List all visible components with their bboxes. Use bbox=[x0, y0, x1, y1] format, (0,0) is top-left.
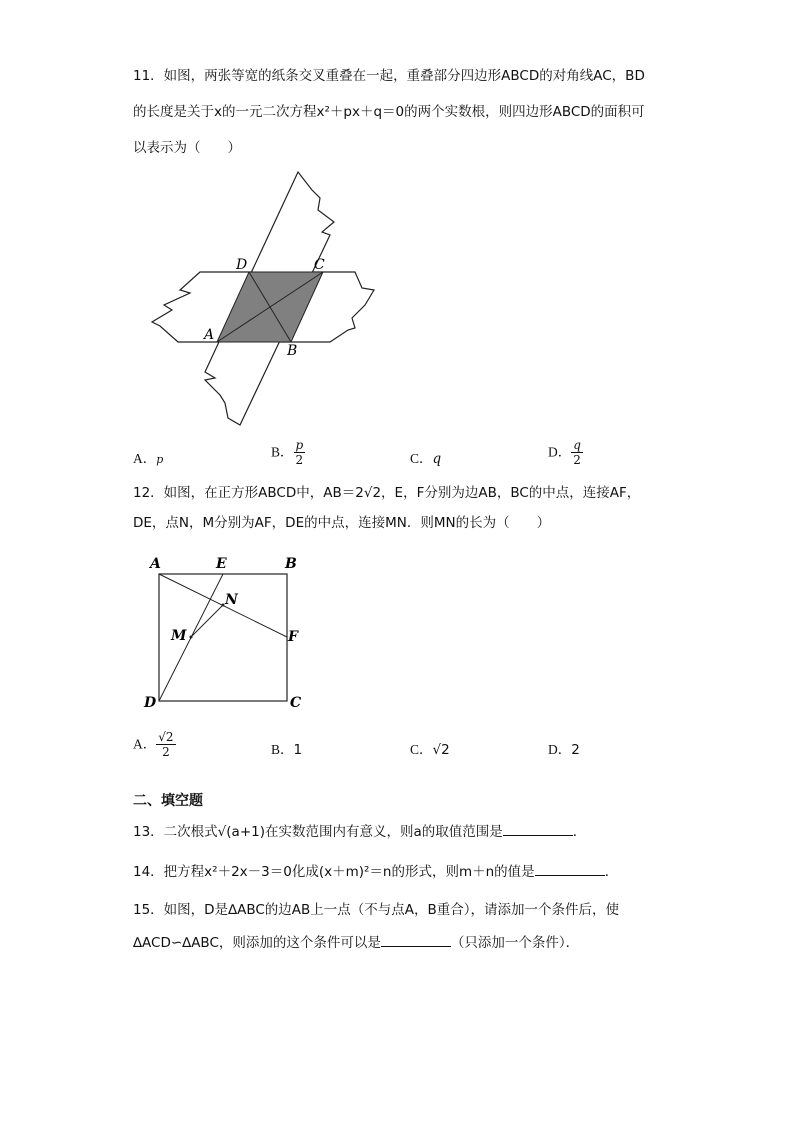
q12-option-c bbox=[410, 738, 450, 758]
answer-blank[interactable] bbox=[503, 823, 573, 836]
option-label: C． bbox=[410, 742, 433, 757]
q15-line2 bbox=[133, 933, 579, 953]
label-a: A bbox=[150, 556, 161, 572]
option-value: 1 bbox=[293, 742, 303, 758]
option-label: A． bbox=[133, 736, 157, 752]
option-label: D． bbox=[548, 742, 572, 757]
q11-option-d bbox=[548, 438, 583, 467]
q11-figure bbox=[150, 170, 390, 432]
label-c: C bbox=[290, 695, 302, 711]
q12-option-d bbox=[548, 738, 580, 758]
q13-line bbox=[133, 822, 586, 842]
q14-line bbox=[133, 862, 618, 882]
label-c: C bbox=[314, 257, 325, 273]
q12-figure bbox=[140, 550, 310, 715]
label-e: E bbox=[216, 556, 227, 572]
option-label: A． bbox=[133, 451, 157, 466]
option-value: q bbox=[432, 451, 442, 467]
label-d: D bbox=[236, 257, 248, 273]
answer-blank[interactable] bbox=[535, 863, 605, 876]
q11-line1: 11．如图，两张等宽的纸条交叉重叠在一起，重叠部分四边形ABCD的对角线AC，BD bbox=[133, 68, 645, 84]
option-fraction bbox=[571, 438, 583, 467]
q14-end: ． bbox=[604, 864, 619, 880]
q12-line1: 12．如图，在正方形ABCD中，AB＝2√2，E，F分别为边AB，BC的中点，连接AF， bbox=[133, 485, 641, 501]
q12-option-b bbox=[271, 738, 302, 758]
answer-blank[interactable] bbox=[381, 934, 451, 947]
q13-end: ． bbox=[572, 824, 587, 840]
point-m bbox=[190, 636, 193, 639]
label-b: B bbox=[287, 343, 298, 359]
fraction-num: √2 bbox=[158, 730, 174, 744]
option-fraction bbox=[294, 438, 306, 467]
label-d: D bbox=[144, 695, 157, 711]
q12-option-a bbox=[133, 730, 176, 759]
fraction-den: 2 bbox=[573, 453, 581, 467]
label-b: B bbox=[285, 556, 297, 572]
option-value: √2 bbox=[432, 742, 450, 758]
option-label: D． bbox=[548, 444, 572, 460]
q11-option-a bbox=[133, 447, 163, 467]
segment-mn bbox=[191, 605, 223, 637]
fraction-den: 2 bbox=[295, 453, 304, 467]
option-label: B． bbox=[271, 444, 294, 460]
q15-text-a: ∆ACD∽∆ABC，则添加的这个条件可以是 bbox=[133, 935, 381, 951]
q12-line2: DE，点N，M分别为AF，DE的中点，连接MN．则MN的长为（ ） bbox=[133, 515, 551, 531]
option-label: C． bbox=[410, 451, 433, 466]
fraction-num: q bbox=[573, 438, 581, 452]
fraction-num: p bbox=[295, 438, 304, 452]
label-a: A bbox=[204, 327, 215, 343]
fraction-den: 2 bbox=[162, 745, 170, 759]
label-m: M bbox=[171, 628, 187, 644]
q14-text: 14．把方程x²＋2x－3＝0化成(x＋m)²＝n的形式，则m＋n的值是 bbox=[133, 864, 535, 880]
label-n: N bbox=[225, 592, 238, 608]
label-f: F bbox=[288, 629, 298, 645]
option-value: p bbox=[156, 453, 164, 466]
q15-line1: 15．如图，D是∆ABC的边AB上一点（不与点A，B重合），请添加一个条件后，使 bbox=[133, 902, 620, 918]
q11-line2: 的长度是关于x的一元二次方程x²＋px＋q＝0的两个实数根，则四边形ABCD的面积可 bbox=[133, 104, 645, 120]
option-fraction bbox=[156, 730, 175, 759]
q11-option-c bbox=[410, 447, 441, 467]
option-value: 2 bbox=[571, 742, 580, 758]
q15-text-b: （只添加一个条件）． bbox=[450, 935, 580, 951]
option-label: B． bbox=[271, 742, 294, 757]
q11-line3: 以表示为（ ） bbox=[133, 140, 241, 156]
section-title: 二、填空题 bbox=[133, 793, 203, 809]
q13-text: 13．二次根式√(a+1)在实数范围内有意义，则a的取值范围是 bbox=[133, 824, 503, 840]
q11-option-b bbox=[271, 438, 305, 467]
